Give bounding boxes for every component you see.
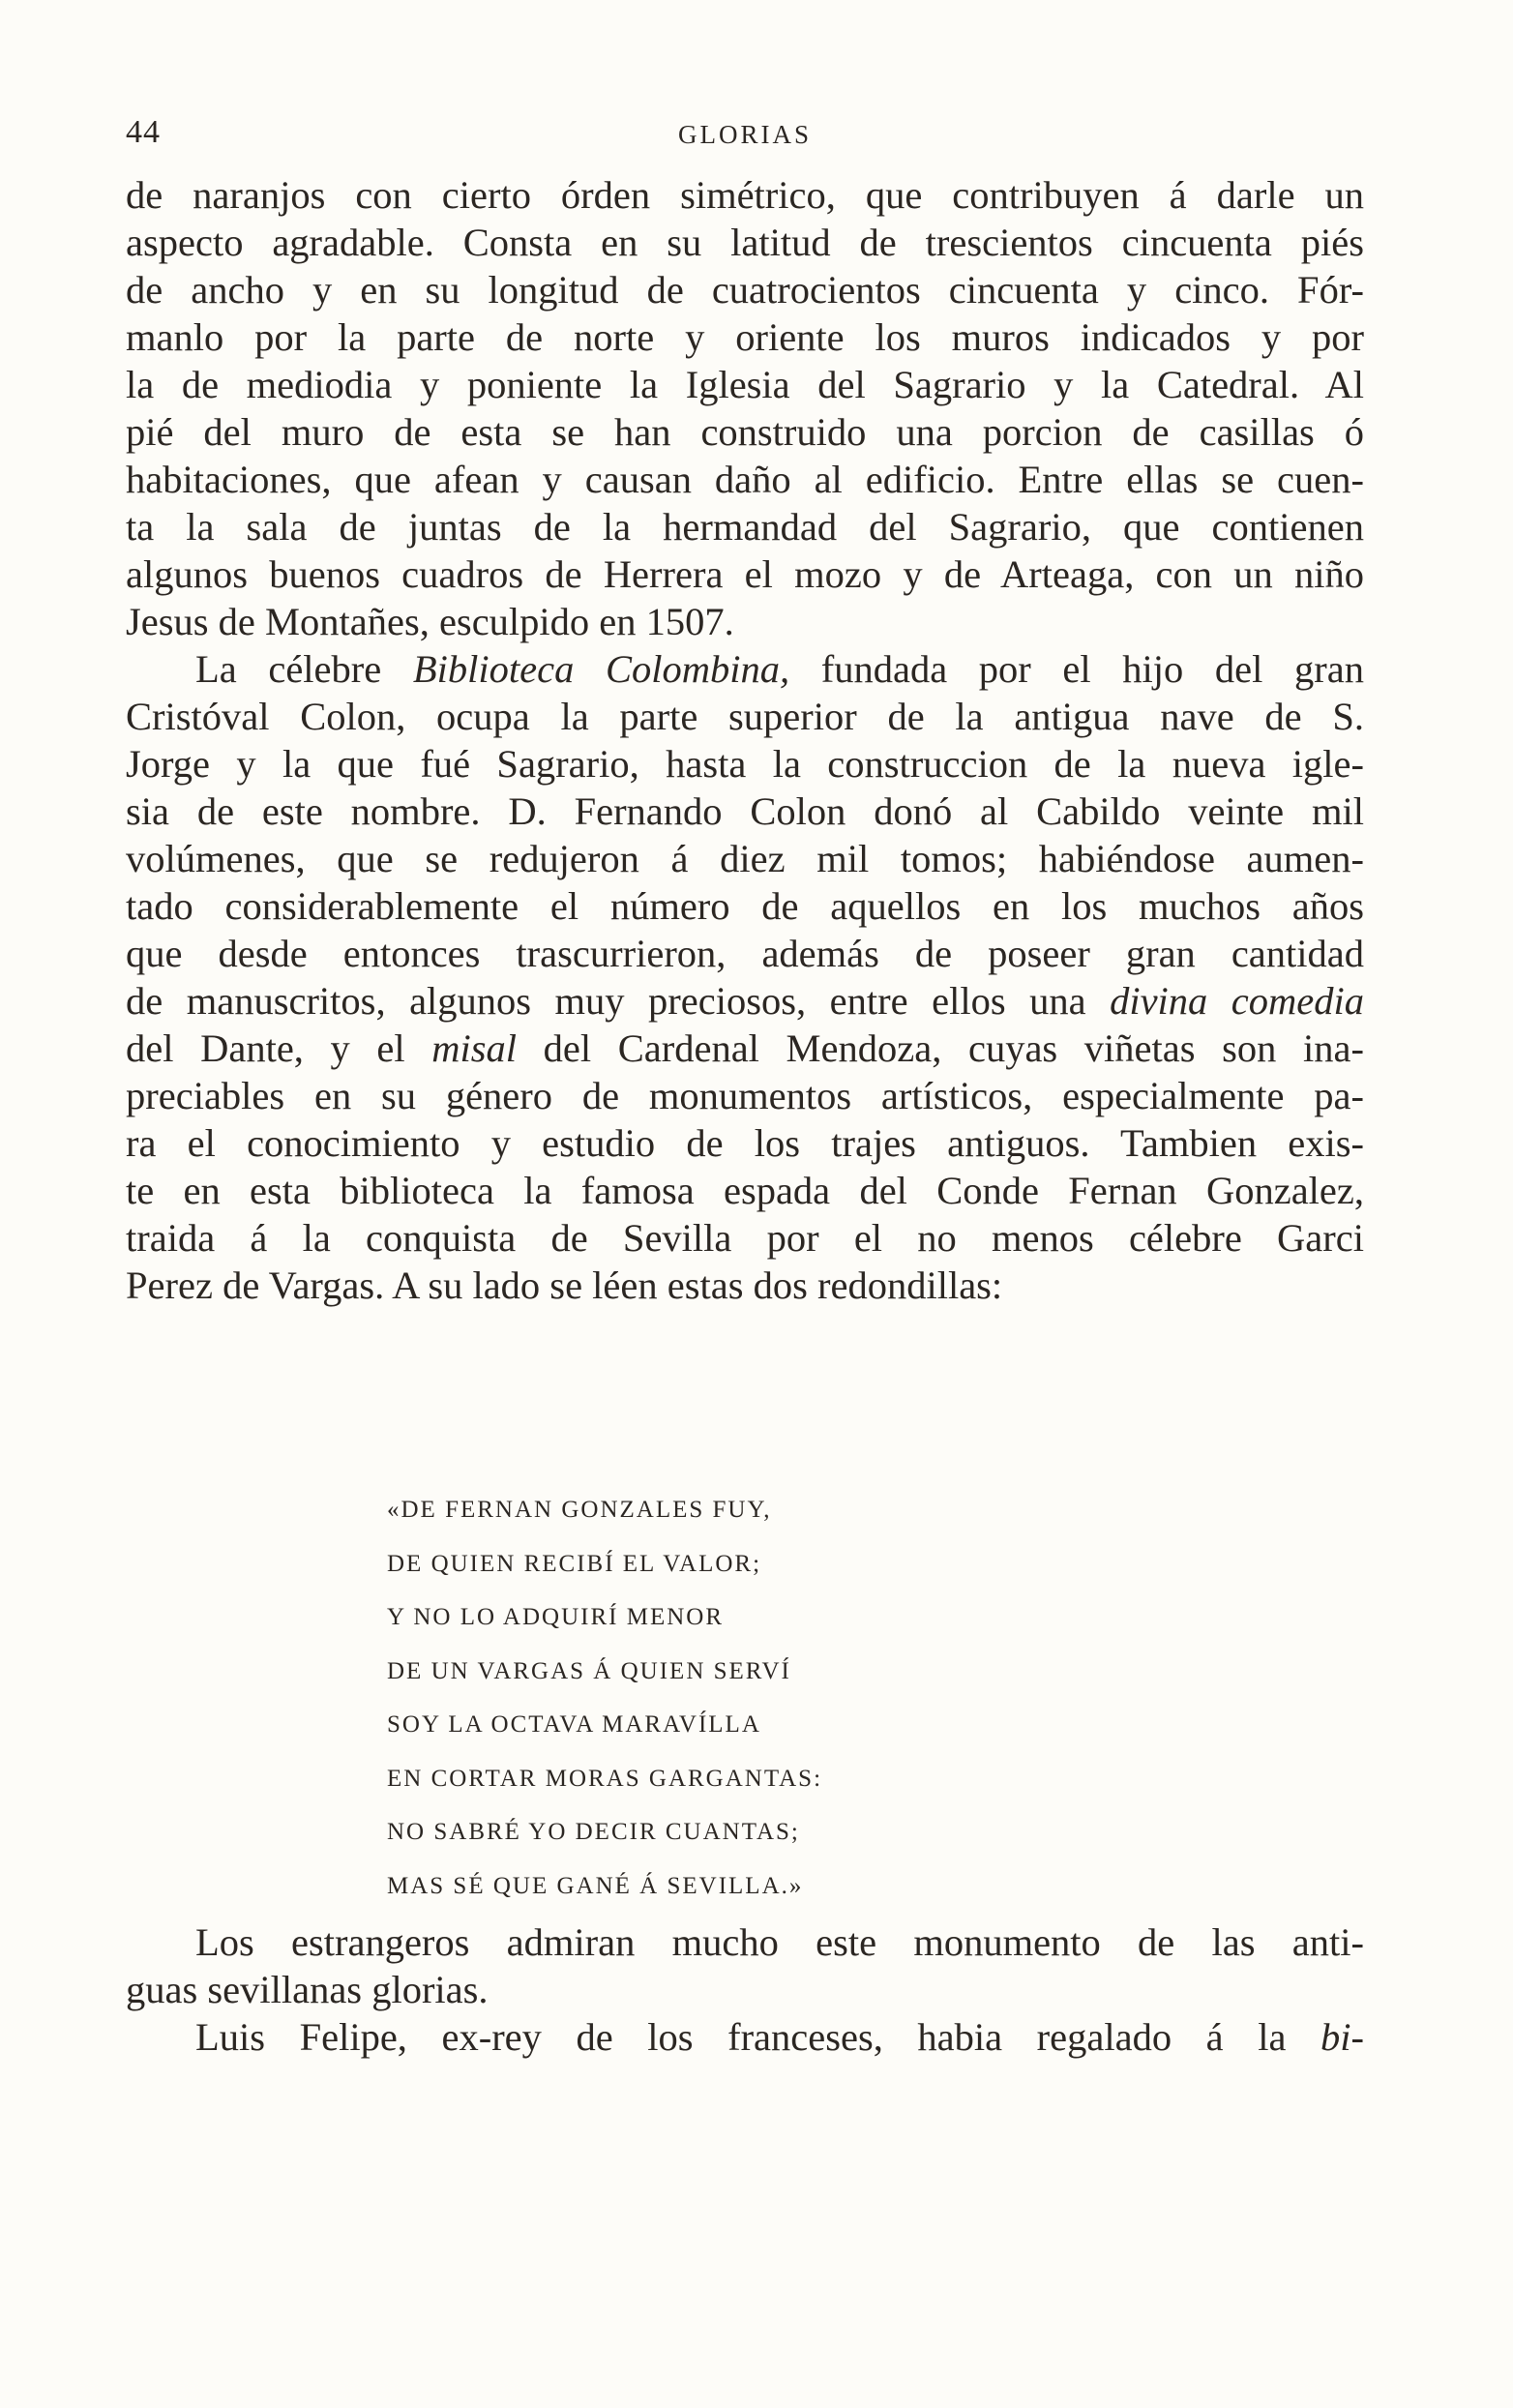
text-line: tado considerablemente el número de aquellos en los muchos años xyxy=(126,884,1364,928)
verse-line: SOY LA OCTAVA MARAVÍLLA xyxy=(387,1711,761,1738)
text-run: Luis Felipe, ex-rey de los franceses, habia regalado á la xyxy=(195,2015,1320,2059)
text-line: volúmenes, que se redujeron á diez mil tomos; habiéndose aumen- xyxy=(126,837,1364,880)
text-line: traida á la conquista de Sevilla por el no menos célebre Garci xyxy=(126,1216,1364,1260)
text-line: ta la sala de juntas de la hermandad del Sagrario, que contienen xyxy=(126,505,1364,549)
text-line: Cristóval Colon, ocupa la parte superior de la antigua nave de S. xyxy=(126,695,1364,738)
text-run: del Dante, y el xyxy=(126,1026,432,1070)
text-run: fundada por el hijo del gran xyxy=(789,647,1364,691)
paragraph-3 xyxy=(126,1918,1364,2013)
text-line: guas sevillanas glorias. xyxy=(126,1968,489,2011)
text-run: de manuscritos, algunos muy preciosos, entre ellos una xyxy=(126,979,1111,1023)
text-run: La célebre xyxy=(195,647,413,691)
verse-line: DE UN VARGAS Á QUIEN SERVÍ xyxy=(387,1657,791,1684)
paragraph-4 xyxy=(126,2013,1364,2061)
page-header xyxy=(126,114,1364,163)
italic-misal: misal xyxy=(431,1026,518,1070)
verse-line: Y NO LO ADQUIRÍ MENOR xyxy=(387,1604,725,1630)
text-line: la de mediodia y poniente la Iglesia del Sagrario y la Catedral. Al xyxy=(126,363,1364,406)
text-run: del Cardenal Mendoza, cuyas viñetas son ina- xyxy=(517,1026,1364,1070)
text-line: manlo por la parte de norte y oriente los muros indicados y por xyxy=(126,315,1364,359)
italic-title-biblioteca: Biblioteca Colombina, xyxy=(412,647,790,691)
text-line: Perez de Vargas. A su lado se léen estas dos redondillas: xyxy=(126,1263,1003,1307)
text-line: pié del muro de esta se han construido una porcion de casillas ó xyxy=(126,410,1364,454)
text-line: ra el conocimiento y estudio de los trajes antiguos. Tambien exis- xyxy=(126,1121,1364,1165)
text-line: habitaciones, que afean y causan daño al edificio. Entre ellas se cuen- xyxy=(126,458,1364,501)
verse-redondillas xyxy=(387,1483,1064,1913)
text-line: preciables en su género de monumentos artísticos, especialmente pa- xyxy=(126,1074,1364,1117)
text-line: Jesus de Montañes, esculpido en 1507. xyxy=(126,600,734,643)
text-line xyxy=(126,977,1364,1025)
verse-line: MAS SÉ QUE GANÉ Á SEVILLA.» xyxy=(387,1872,804,1899)
text-line: Jorge y la que fué Sagrario, hasta la construccion de la nueva igle- xyxy=(126,742,1364,786)
running-head: GLORIAS xyxy=(677,120,812,149)
text-line: de ancho y en su longitud de cuatrocientos cincuenta y cinco. Fór- xyxy=(126,268,1364,312)
text-line: algunos buenos cuadros de Herrera el mozo y de Arteaga, con un niño xyxy=(126,552,1364,596)
text-line: te en esta biblioteca la famosa espada del Conde Fernan Gonzalez, xyxy=(126,1169,1364,1212)
text-line xyxy=(126,1025,1364,1072)
text-line xyxy=(126,2013,1364,2061)
verse-line: EN CORTAR MORAS GARGANTAS: xyxy=(387,1765,823,1792)
text-line: aspecto agradable. Consta en su latitud de trescientos cincuenta piés xyxy=(126,221,1364,264)
paragraph-2 xyxy=(126,645,1364,1309)
text-line xyxy=(126,645,1364,693)
italic-text-run: bi- xyxy=(1320,2015,1364,2059)
verse-line: DE QUIEN RECIBÍ EL VALOR; xyxy=(387,1550,762,1577)
text-line: sia de este nombre. D. Fernando Colon donó al Cabildo veinte mil xyxy=(126,789,1364,833)
verse-line: «DE FERNAN GONZALES FUY, xyxy=(387,1497,772,1523)
italic-divina-comedia: divina comedia xyxy=(1110,979,1364,1023)
page-number: 44 xyxy=(126,114,161,150)
text-line: Los estrangeros admiran mucho este monumento de las anti- xyxy=(195,1920,1364,1964)
paragraph-1 xyxy=(126,171,1364,645)
verse-line: NO SABRÉ YO DECIR CUANTAS; xyxy=(387,1819,800,1845)
text-line: que desde entonces trascurrieron, además de poseer gran cantidad xyxy=(126,932,1364,975)
text-line: de naranjos con cierto órden simétrico, que contribuyen á darle un xyxy=(126,173,1364,217)
